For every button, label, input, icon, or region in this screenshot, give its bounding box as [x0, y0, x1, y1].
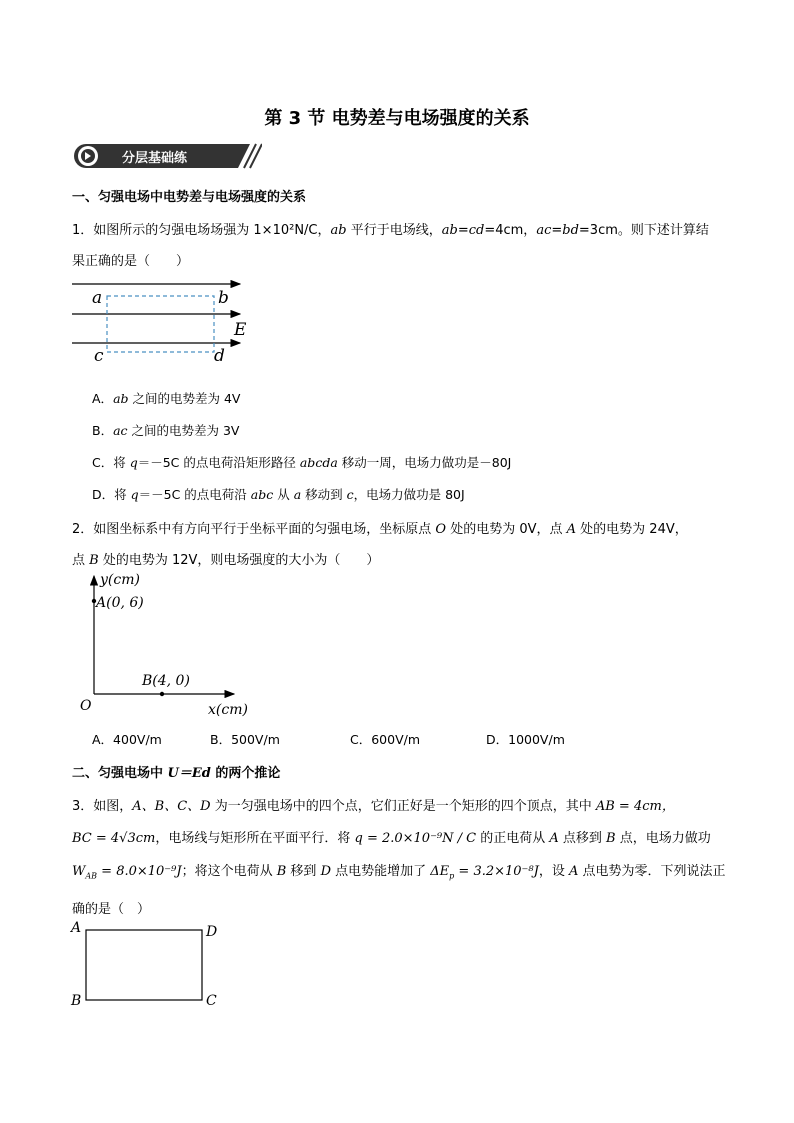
q2-line-2: 点 B 处的电势为 12V，则电场强度的大小为（ ） — [72, 553, 380, 568]
q2-option-d[interactable]: D．1000V/m — [486, 732, 565, 747]
q1-option-a[interactable]: A．ab 之间的电势差为 4V — [92, 391, 241, 406]
q2-option-b[interactable]: B．500V/m — [210, 732, 280, 747]
point-B-label: B(4, 0) — [142, 673, 190, 689]
rectangle-ABCD — [86, 930, 202, 1000]
q1-option-d[interactable]: D．将 q＝－5C 的点电荷沿 abc 从 a 移动到 c，电场力做功是 80J — [92, 487, 465, 502]
q3-line-1: 3．如图，A、B、C、D 为一匀强电场中的四个点，它们正好是一个矩形的四个顶点，其中 AB = 4cm， — [72, 799, 675, 814]
point-a-label: a — [92, 288, 103, 308]
q1-line-1: 1．如图所示的匀强电场场强为 1×10²N/C，ab 平行于电场线，ab=cd=4cm，ac=bd=3cm。则下述计算结 — [72, 223, 709, 238]
vertex-D-label: D — [206, 924, 218, 940]
point-B-dot — [160, 692, 164, 696]
point-A-label: A(0, 6) — [96, 595, 144, 611]
q1-option-c[interactable]: C．将 q＝－5C 的点电荷沿矩形路径 abcda 移动一周，电场力做功是－80J — [92, 455, 512, 470]
point-c-label: c — [94, 346, 104, 366]
q1-line-2: 果正确的是（ ） — [72, 254, 190, 269]
page-title: 第 3 节 电势差与电场强度的关系 — [264, 108, 530, 129]
q2-figure — [76, 570, 276, 720]
q1-option-b[interactable]: B．ac 之间的电势差为 3V — [92, 423, 240, 438]
x-axis-label: x(cm) — [208, 702, 248, 718]
dashed-rectangle — [107, 296, 214, 352]
q3-line-2: BC = 4√3cm，电场线与矩形所在平面平行．将 q = 2.0×10⁻⁹N / C 的正电荷从 A 点移到 B 点，电场力做功 — [72, 831, 711, 846]
q3-line-4: 确的是（ ） — [72, 902, 151, 917]
section-1-heading: 一、匀强电场中电势差与电场强度的关系 — [72, 190, 307, 205]
vertex-A-label: A — [71, 920, 82, 936]
section-2-heading: 二、匀强电场中 U＝Ed 的两个推论 — [72, 766, 281, 781]
banner-label: 分层基础练 — [122, 151, 188, 166]
point-b-label: b — [218, 288, 229, 308]
q1-figure — [70, 276, 260, 370]
field-E-label: E — [234, 320, 247, 340]
y-axis-label: y(cm) — [100, 572, 140, 588]
q2-line-1: 2．如图坐标系中有方向平行于坐标平面的匀强电场，坐标原点 O 处的电势为 0V，点 A 处的电势为 24V， — [72, 522, 688, 537]
q2-option-a[interactable]: A．400V/m — [92, 732, 162, 747]
point-d-label: d — [214, 346, 225, 366]
vertex-B-label: B — [71, 993, 82, 1009]
vertex-C-label: C — [206, 993, 217, 1009]
q2-option-c[interactable]: C．600V/m — [350, 732, 421, 747]
origin-label: O — [80, 698, 92, 714]
q3-figure — [68, 918, 228, 1012]
section-banner — [72, 142, 262, 170]
q3-line-3: $W_{AB} = 8.0\times 10^{-9}J$；将这个电荷从 B 移到 D 点电势能增加了 $\Delta E_p = 3.2\times 10^{-8}J$，设 A 点电势为零．下列说法正 — [72, 864, 726, 881]
